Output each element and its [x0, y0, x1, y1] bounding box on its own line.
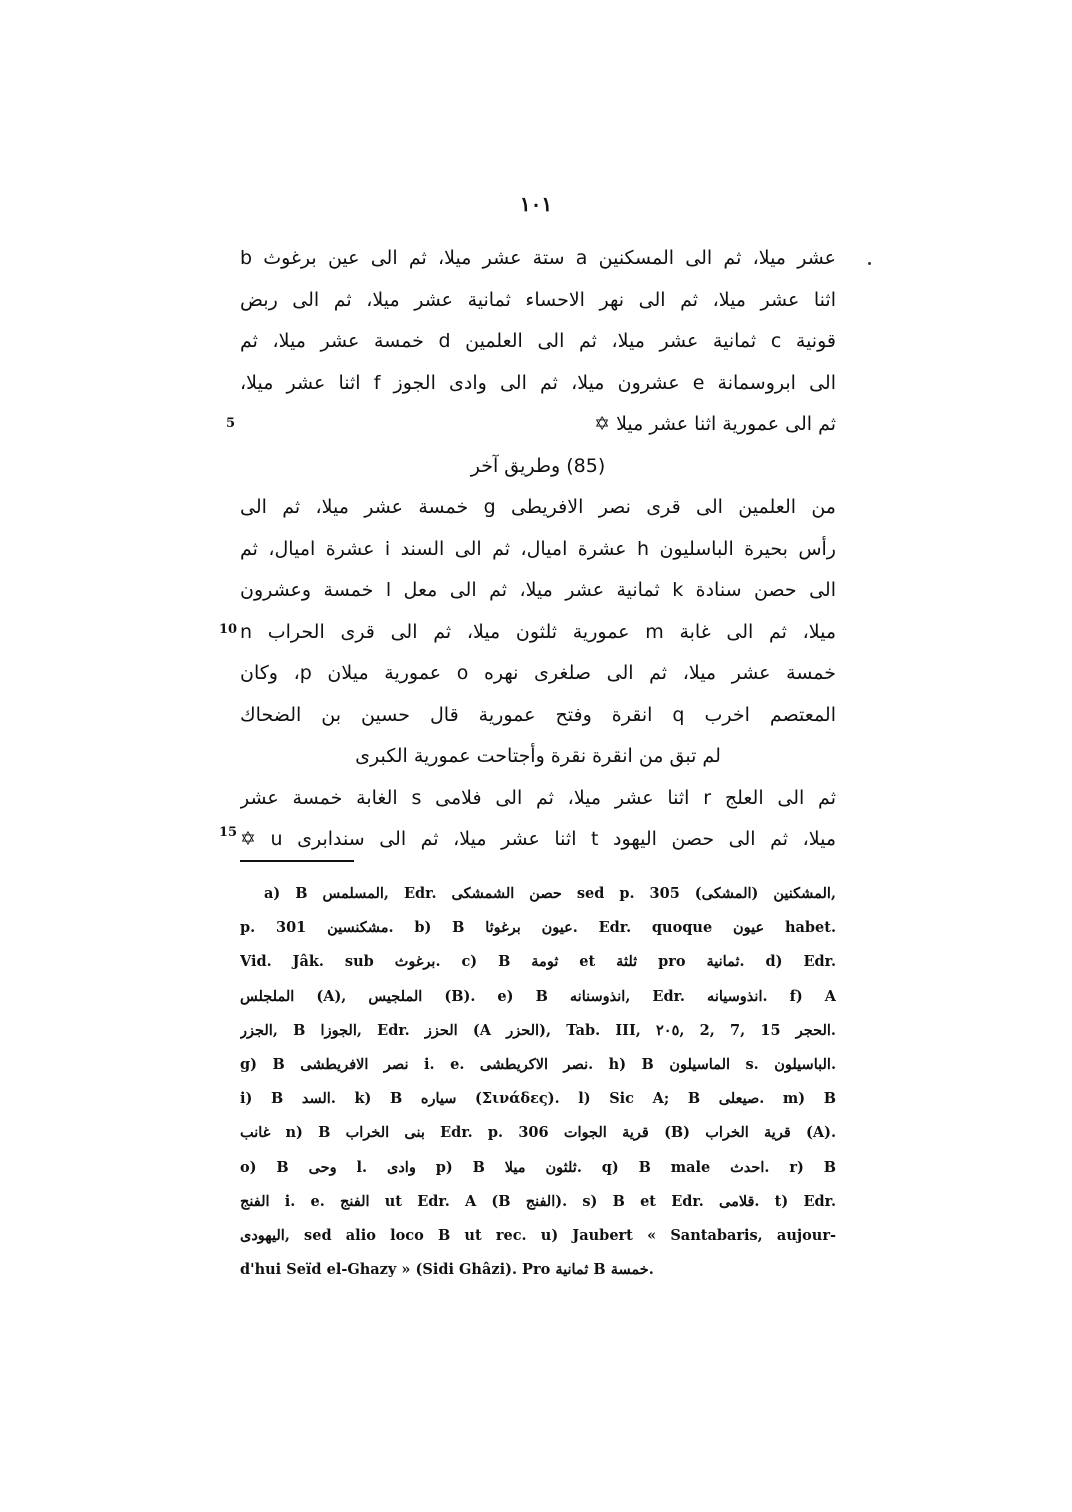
footnote-line: غانب n) B بنى الخراب Edr. p. 306 قرية الجوات (B) قرية الخراب (A). — [240, 1124, 836, 1142]
footnote-line: الجزر, B الجوزا, Edr. الحزز (A الحزر), Tab. III, ٢٠٥, 2, 7, 15 الحجر. — [240, 1021, 836, 1039]
text-line: رأس بحيرة الباسليون h عشرة اميال، ثم الى السند i عشرة اميال، ثم — [240, 537, 836, 560]
footnote-line: الملجلس (A), الملجيس (B). e) B انذوسنانه, Edr. انذوسيانه. f) A — [240, 987, 836, 1005]
footnote-line: الفنج i. e. الفنج ut Edr. A (B الفنج). s) B et Edr. قلامى. t) Edr. — [240, 1192, 836, 1210]
main-text — [240, 238, 836, 861]
line-number-15: 15 — [219, 825, 238, 840]
line-number-10: 10 — [219, 622, 238, 637]
text-line: ثم الى عمورية اثنا عشر ميلا ✡ — [594, 413, 836, 435]
footnote-line: a) B المسلمس, Edr. حصن الشمشكى sed p. 305 المشكنين (المشكى), — [264, 885, 836, 902]
footnote-line: d'hui Seïd el-Ghazy » (Sidi Ghâzi). Pro ثمانية B خمسة. — [240, 1261, 654, 1279]
text-line: اثنا عشر ميلا، ثم الى نهر الاحساء ثمانية عشر ميلا، ثم الى ربض — [240, 288, 836, 311]
footnote-line: p. 301 مشكنسين. b) B عيون برغوثا. Edr. quoque عيون habet. — [240, 919, 836, 937]
margin-dot — [868, 262, 871, 265]
footnote-line: اليهودى, sed alio loco B ut rec. u) Jaubert « Santabaris, aujour- — [240, 1226, 836, 1244]
page-number: ١٠١ — [519, 192, 553, 216]
text-line: المعتصم اخرب q انقرة وفتح عمورية قال حسين بن الضحاك — [240, 703, 836, 726]
footnote-line: Vid. Jâk. sub برغوث. c) B ثومة et ثلثة pro ثمانية. d) Edr. — [240, 953, 836, 971]
footnote-line: o) B وحى l. وادى p) B ثلثون ميلا. q) B male احدث. r) B — [240, 1158, 836, 1176]
text-line: ثم الى العلج r اثنا عشر ميلا، ثم الى فلامى s الغابة خمسة عشر — [240, 786, 836, 809]
verse-line: لم تبق من انقرة نقرة وأجتاحت عمورية الكبرى — [355, 745, 721, 767]
footnotes — [240, 877, 836, 1287]
text-line: قونية c ثمانية عشر ميلا، ثم الى العلمين d خمسة عشر ميلا، ثم — [240, 330, 836, 352]
line-number-5: 5 — [226, 416, 236, 431]
text-line: الى ابروسمانة e عشرون ميلا، ثم الى وادى الجوز f اثنا عشر ميلا، — [240, 371, 836, 394]
footnote-rule — [240, 860, 354, 862]
footnote-line: i) B السد. k) B سياره (Σινάδες). l) Sic A; B صيعلى. m) B — [240, 1090, 836, 1108]
section-heading: (85) وطريق آخر — [470, 454, 606, 477]
text-line: عشر ميلا، ثم الى المسكنين a ستة عشر ميلا، ثم الى عين برغوث b — [240, 247, 836, 269]
text-line: الى حصن سنادة k ثمانية عشر ميلا، ثم الى معل l خمسة وعشرون — [240, 579, 836, 601]
text-line: ميلا، ثم الى غابة m عمورية ثلثون ميلا، ثم الى قرى الحراب n — [240, 620, 836, 643]
text-line: خمسة عشر ميلا، ثم الى صلغرى نهره o عمورية ميلان p، وكان — [240, 662, 836, 684]
text-line: ميلا، ثم الى حصن اليهود t اثنا عشر ميلا، ثم الى سندابرى u ✡ — [240, 828, 836, 850]
text-line: من العلمين الى قرى نصر الافريطى g خمسة عشر ميلا، ثم الى — [240, 496, 836, 518]
footnote-line: g) B نصر الافريطشى i. e. نصر الاكريطشى. h) B الماسيلون s. الباسيلون. — [240, 1055, 836, 1073]
